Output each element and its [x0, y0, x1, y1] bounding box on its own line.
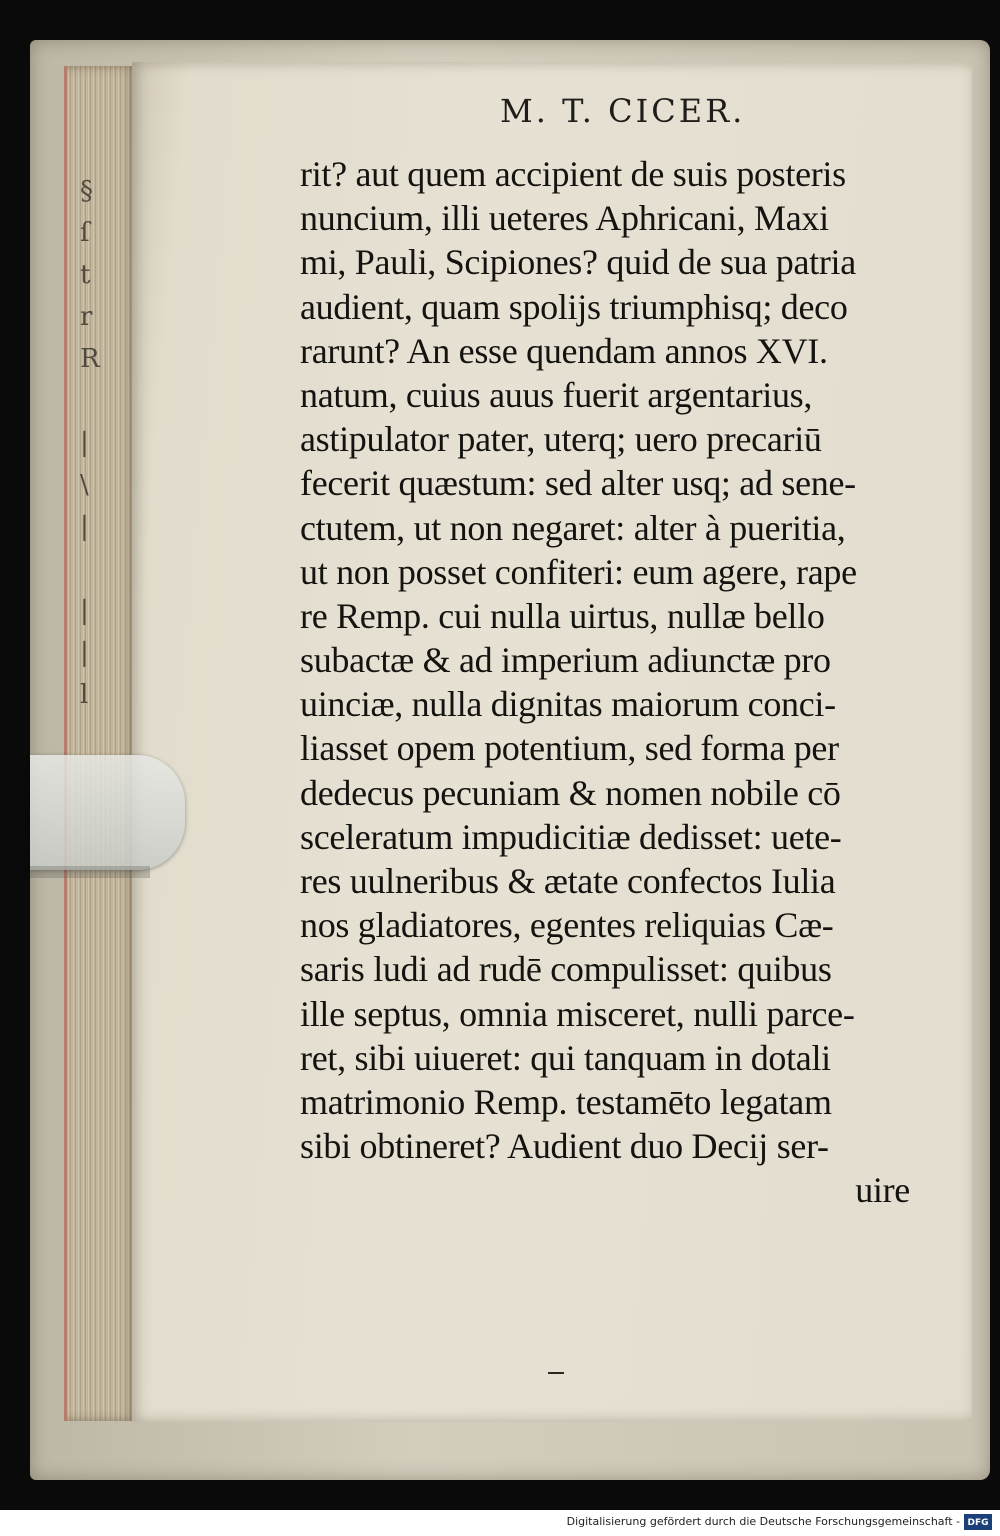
page-clip	[30, 755, 185, 870]
text-line: ret, sibi uiueret: qui tanquam in dotali	[300, 1037, 831, 1078]
dfg-logo-icon: DFG	[964, 1514, 992, 1530]
footer-bar	[0, 1510, 1000, 1536]
text-line: saris ludi ad rudē compulisset: quibus	[300, 949, 832, 990]
text-line: rarunt? An esse quendam annos XVI.	[300, 330, 828, 371]
text-line: ut non posset confiteri: eum agere, rape	[300, 551, 857, 592]
text-line: matrimonio Remp. testamēto legatam	[300, 1081, 832, 1122]
text-line: re Remp. cui nulla uirtus, nullæ bello	[300, 595, 825, 636]
text-line: nuncium, illi ueteres Aphricani, Maxi	[300, 198, 829, 239]
text-line: astipulator pater, uterq; uero precariū	[300, 419, 822, 460]
footer-credit: Digitalisierung gefördert durch die Deutsche Forschungsgemeinschaft -	[566, 1515, 960, 1528]
text-line: liasset opem potentium, sed forma per	[300, 728, 839, 769]
text-line: ille septus, omnia misceret, nulli parce-	[300, 993, 855, 1034]
catchword: uire	[855, 1170, 910, 1211]
text-block	[300, 152, 940, 1213]
text-line: sibi obtineret? Audient duo Decij ser-	[300, 1126, 829, 1167]
text-line: natum, cuius auus fuerit argentarius,	[300, 374, 813, 415]
running-head: M. T. CICER.	[500, 92, 746, 130]
text-line: dedecus pecuniam & nomen nobile cō	[300, 772, 841, 813]
text-line: sceleratum impudicitiæ dedisset: uete-	[300, 816, 842, 857]
text-line: ctutem, ut non negaret: alter à pueritia,	[300, 507, 846, 548]
text-line: subactæ & ad imperium adiunctæ pro	[300, 640, 831, 681]
text-line: res uulneribus & ætate confectos Iulia	[300, 861, 836, 901]
text-line: fecerit quæstum: sed alter usq; ad sene-	[300, 463, 856, 504]
text-line: audient, quam spolijs triumphisq; deco	[300, 286, 848, 327]
text-line: nos gladiatores, egentes reliquias Cæ-	[300, 905, 834, 946]
text-line: mi, Pauli, Scipiones? quid de sua patria	[300, 242, 856, 283]
edge-marks: § ſ t r R | \ | | | l	[80, 176, 100, 710]
page-mark	[548, 1372, 564, 1374]
text-line: uinciæ, nulla dignitas maiorum conci-	[300, 684, 836, 725]
page-clip-shadow	[30, 866, 150, 878]
text-line: rit? aut quem accipient de suis posteris	[300, 154, 846, 194]
